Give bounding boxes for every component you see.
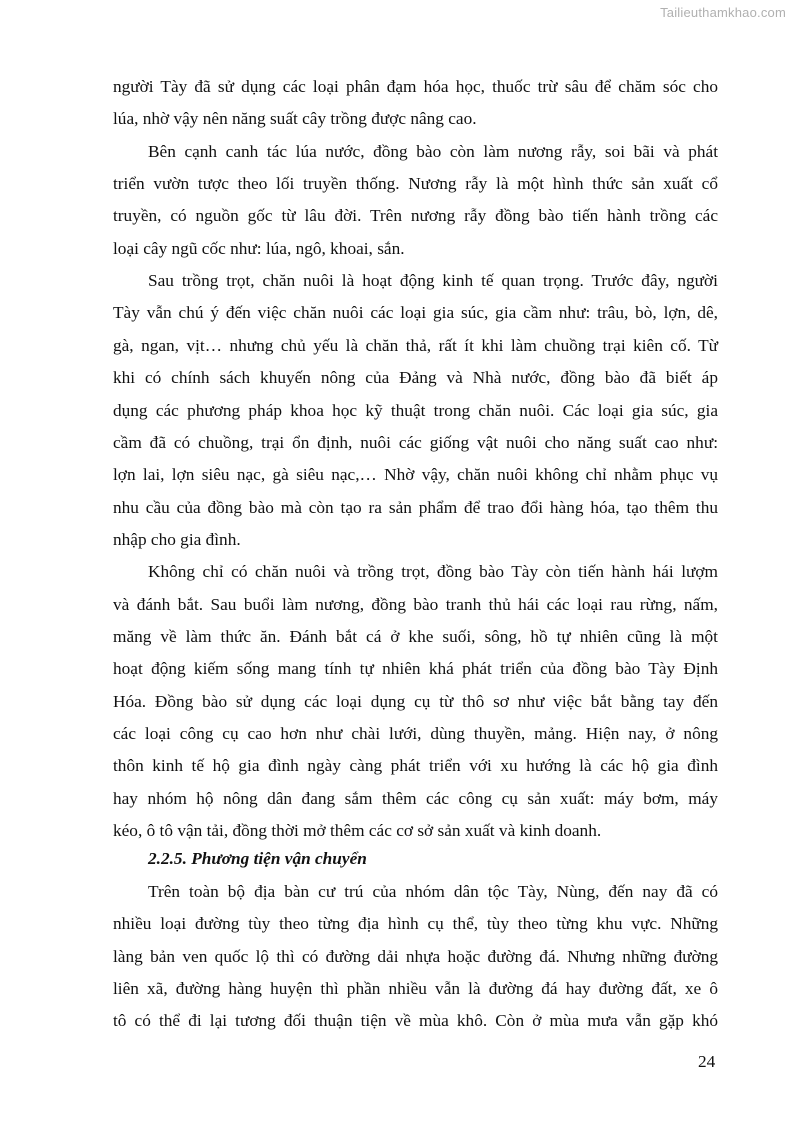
text-line: kéo, ô tô vận tải, đồng thời mở thêm các cơ sở sản xuất và kinh doanh. bbox=[113, 821, 602, 841]
text-line: Hóa. Đồng bào sử dụng các loại dụng cụ từ thô sơ như việc bắt bằng tay đến bbox=[113, 691, 718, 711]
section-heading: 2.2.5. Phương tiện vận chuyển bbox=[148, 849, 367, 869]
text-line: liên xã, đường hàng huyện thì phần nhiều vẫn là đường đá hay đường đất, xe ô bbox=[113, 978, 718, 998]
text-line: và đánh bắt. Sau buổi làm nương, đồng bào tranh thủ hái các loại rau rừng, nấm, bbox=[113, 594, 718, 614]
text-line: Trên toàn bộ địa bàn cư trú của nhóm dân tộc Tày, Nùng, đến nay đã có bbox=[148, 881, 718, 901]
text-line: người Tày đã sử dụng các loại phân đạm hóa học, thuốc trừ sâu để chăm sóc cho bbox=[113, 77, 718, 96]
text-line: nhập cho gia đình. bbox=[113, 529, 241, 549]
text-line: cầm đã có chuồng, trại ổn định, nuôi các giống vật nuôi cho năng suất cao như: bbox=[113, 432, 718, 452]
text-line: hay nhóm hộ nông dân đang sắm thêm các công cụ sản xuất: máy bơm, máy bbox=[113, 788, 718, 808]
text-line: truyền, có nguồn gốc từ lâu đời. Trên nương rẫy đồng bào tiến hành trồng các bbox=[113, 206, 718, 226]
text-line: Tày vẫn chú ý đến việc chăn nuôi các loại gia súc, gia cầm như: trâu, bò, lợn, dê, bbox=[113, 303, 718, 323]
text-line: tô có thể đi lại tương đối thuận tiện về mùa khô. Còn ở mùa mưa vẫn gặp khó bbox=[113, 1011, 718, 1031]
text-line: thôn kinh tế hộ gia đình ngày càng phát triển với xu hướng là các hộ gia đình bbox=[113, 756, 718, 776]
text-line: măng về làm thức ăn. Đánh bắt cá ở khe suối, sông, hồ tự nhiên cũng là một bbox=[113, 627, 718, 646]
text-line: Bên cạnh canh tác lúa nước, đồng bào còn làm nương rẫy, soi bãi và phát bbox=[148, 141, 718, 161]
text-line: gà, ngan, vịt… nhưng chủ yếu là chăn thả, rất ít khi làm chuồng trại kiên cố. Từ bbox=[113, 335, 718, 355]
text-line: nhu cầu của đồng bào mà còn tạo ra sản phẩm để trao đổi hàng hóa, tạo thêm thu bbox=[113, 497, 718, 517]
text-line: làng bản ven quốc lộ thì có đường dải nhựa hoặc đường đá. Nhưng những đường bbox=[113, 946, 718, 966]
text-line: dụng các phương pháp khoa học kỹ thuật trong chăn nuôi. Các loại gia súc, gia bbox=[113, 400, 718, 420]
text-line: nhiều loại đường tùy theo từng địa hình cụ thể, tùy theo từng khu vực. Những bbox=[113, 914, 718, 934]
text-line: Không chỉ có chăn nuôi và trồng trọt, đồng bào Tày còn tiến hành hái lượm bbox=[148, 562, 718, 582]
text-line: lợn lai, lợn siêu nạc, gà siêu nạc,… Nhờ vậy, chăn nuôi không chỉ nhằm phục vụ bbox=[113, 465, 718, 485]
text-line: hoạt động kiếm sống mang tính tự nhiên khá phát triển của đồng bào Tày Định bbox=[113, 659, 718, 679]
text-line: triển vườn tược theo lối truyền thống. Nương rẫy là một hình thức sản xuất cổ bbox=[113, 174, 718, 193]
watermark: Tailieuthamkhao.com bbox=[660, 5, 786, 20]
text-line: khi có chính sách khuyến nông của Đảng và Nhà nước, đồng bào đã biết áp bbox=[113, 368, 718, 388]
page-number: 24 bbox=[698, 1052, 716, 1071]
text-line: Sau trồng trọt, chăn nuôi là hoạt động kinh tế quan trọng. Trước đây, người bbox=[148, 271, 718, 291]
text-line: các loại công cụ cao hơn như chài lưới, dùng thuyền, mảng. Hiện nay, ở nông bbox=[113, 724, 718, 743]
text-line: loại cây ngũ cốc như: lúa, ngô, khoai, sắn. bbox=[113, 238, 405, 258]
text-line: lúa, nhờ vậy nên năng suất cây trồng được nâng cao. bbox=[113, 109, 477, 129]
